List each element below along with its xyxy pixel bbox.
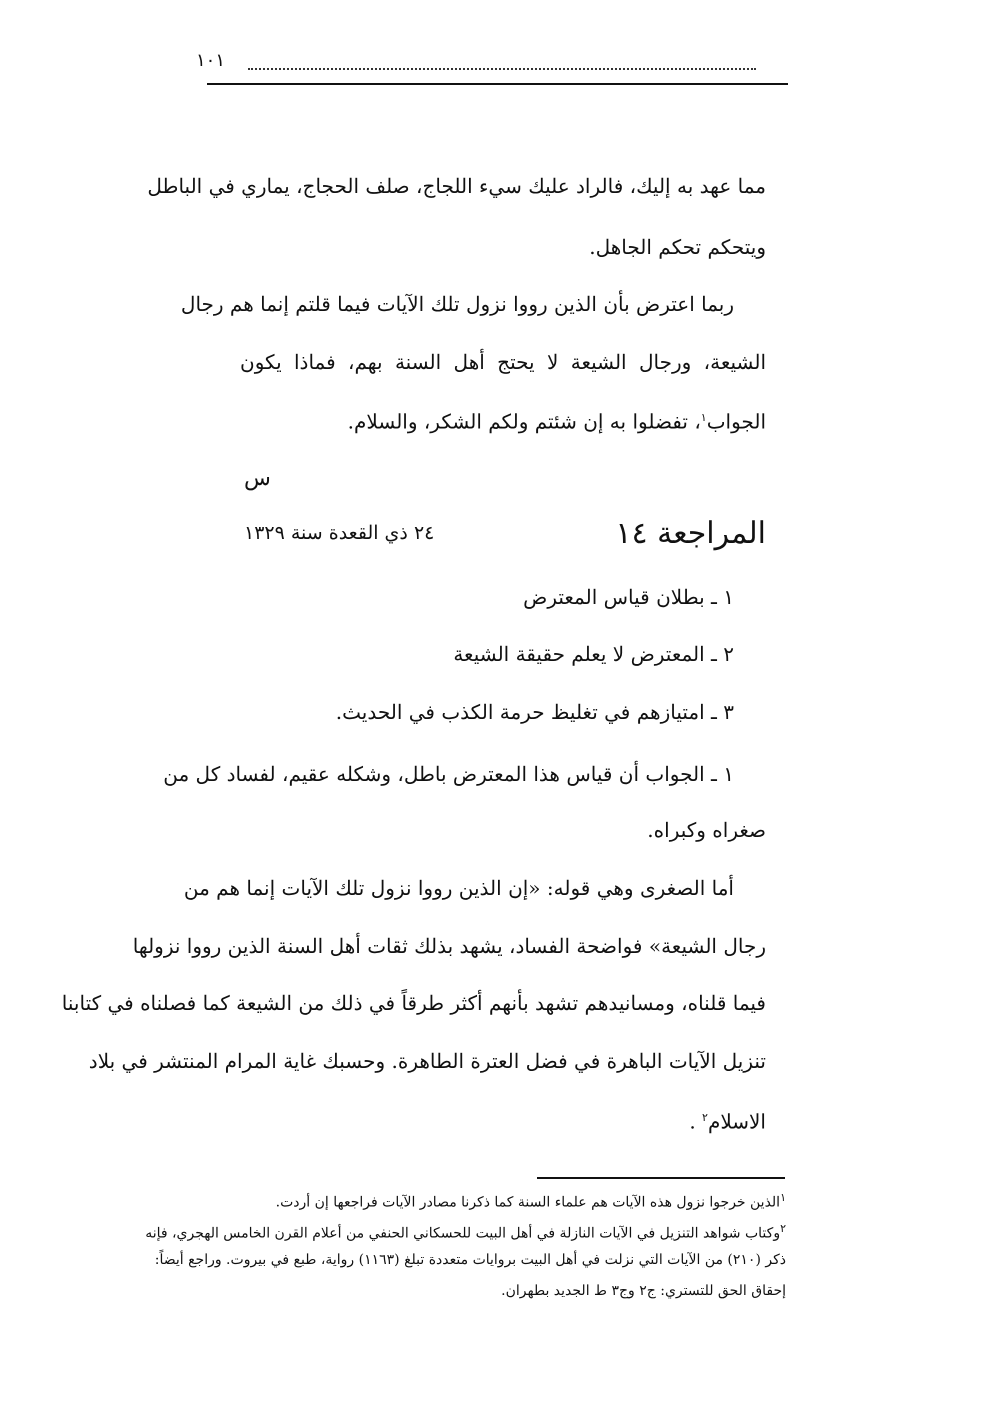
body-line [240,1104,766,1136]
body-line [240,404,766,436]
body-line: تنزيل الآيات الباهرة في فضل العترة الطاهرة. وحسبك غاية المرام المنتشر في بلاد [88,1049,766,1073]
section-date: ٢٤ ذي القعدة سنة ١٣٢٩ [244,522,435,544]
footnote-line: ذكر (٢١٠) من الآيات التي نزلت في أهل البيت بروايات متعددة تبلغ (١١٦٣) رواية، طبع في بيروت. وراجع أيضاً: [154,1252,786,1268]
footnote-2 [145,1219,786,1244]
body-line: فيما قلناه، ومسانيدهم تشهد بأنهم أكثر طرقاً في ذلك من الشيعة كما فصلناه في كتابنا [61,991,766,1015]
footnote-1 [200,1188,786,1213]
body-line: ربما اعترض بأن الذين رووا نزول تلك الآيات فيما قلتم إنما هم رجال [180,292,734,316]
body-line: صغراه وكبراه. [647,818,766,842]
footnote-number: ٢ [780,1222,786,1235]
point-item: ٢ ـ المعترض لا يعلم حقيقة الشيعة [453,642,734,666]
footnote-number: ١ [780,1191,786,1204]
header-dotted-leader [248,58,756,70]
body-line: الشيعة، ورجال الشيعة لا يحتج أهل السنة بهم، فماذا يكون [240,350,766,374]
section-separator: س [244,466,271,491]
footnote-ref-1[interactable]: ١ [700,411,707,424]
point-item: ٣ ـ امتيازهم في تغليظ حرمة الكذب في الحديث. [335,700,734,724]
body-text: الاسلام [707,1109,766,1134]
body-text: الجواب [706,409,766,434]
body-line: ويتحكم تحكم الجاهل. [589,235,766,259]
body-text: ، تفضلوا به إن شئتم ولكم الشكر، والسلام. [347,409,701,434]
point-item: ١ ـ بطلان قياس المعترض [523,585,734,609]
body-line: ١ ـ الجواب أن قياس هذا المعترض باطل، وشكله عقيم، لفساد كل من [163,762,734,786]
footnote-ref-2[interactable]: ٢ [702,1111,708,1124]
page-number: ١٠١ [196,50,226,71]
body-line: مما عهد به إليك، فالراد عليك سيء اللجاج، صلف الحجاج، يماري في الباطل [147,174,766,198]
section-title: المراجعة ١٤ [615,516,766,551]
body-line: رجال الشيعة» فواضحة الفساد، يشهد بذلك ثقات أهل السنة الذين رووا نزولها [132,934,766,958]
footnote-text: وكتاب شواهد التنزيل في الآيات النازلة في أهل البيت للحسكاني الحنفي من أعلام القرن الخامس الهجري، فإنه [145,1225,781,1242]
header-rule [207,83,788,85]
body-line: أما الصغرى وهي قوله: «إن الذين رووا نزول تلك الآيات إنما هم من [183,876,734,900]
body-text: . [689,1109,703,1134]
footnote-line: إحقاق الحق للتستري: ج٢ وج٣ ط الجديد بطهران. [501,1283,786,1299]
footnote-rule [537,1177,785,1179]
footnote-text: الذين خرجوا نزول هذه الآيات هم علماء السنة كما ذكرنا مصادر الآيات فراجعها إن أردت. [275,1194,781,1211]
